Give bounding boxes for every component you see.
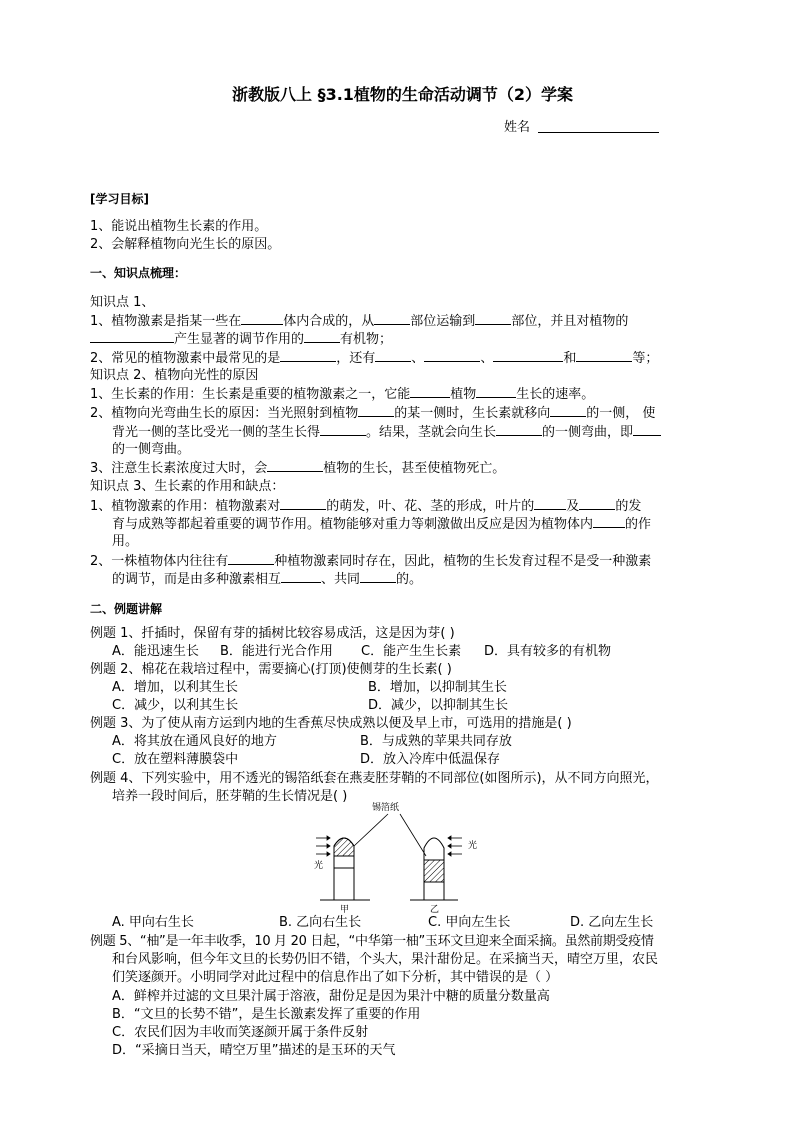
kp3-title: 知识点 3、生长素的作用和缺点：: [90, 479, 285, 494]
q2-option-c: C．减少，以利其生长: [112, 698, 239, 713]
q5-option-c: C．农民们因为丰收而笑逐颜开属于条件反射: [112, 1025, 369, 1040]
light-arrows-left-icon: [316, 836, 330, 856]
q2-option-b: B．增加，以抑制其生长: [368, 680, 507, 695]
fill-blank[interactable]: [579, 497, 615, 510]
question-4-line2: 培养一段时间后，胚芽鞘的生长情况是( ): [112, 789, 348, 804]
q1-option-b: B．能进行光合作用: [220, 644, 333, 659]
kp3-line5: 的调节，而是由多种激素相互 、共同 的。: [112, 572, 423, 587]
light-arrows-right-icon: [448, 836, 462, 856]
q3-option-a: A．将其放在通风良好的地方: [112, 734, 277, 749]
kp2-line1: 1、生长素的作用：生长素是重要的植物激素之一，它能 植物 生长的速率。: [90, 387, 595, 402]
question-4-line1: 例题 4、下列实验中，用不透光的锡箔纸套在燕麦胚芽鞘的不同部位(如图所示)，从不同方向照光，: [90, 771, 659, 786]
q2-option-a: A．增加，以利其生长: [112, 680, 238, 695]
q4-option-c: C. 甲向左生长: [428, 915, 511, 930]
q3-option-b: B．与成熟的苹果共同存放: [360, 734, 512, 749]
fill-blank[interactable]: [241, 312, 283, 325]
section-heading: 一、知识点梳理：: [90, 266, 187, 280]
objective-item: 2、会解释植物向光生长的原因。: [90, 237, 281, 252]
q1-option-a: A．能迅速生长: [112, 644, 199, 659]
question-5-line3: 们笑逐颜开。小明同学对此过程中的信息作出了如下分析，其中错误的是（ ）: [112, 970, 559, 985]
fill-blank[interactable]: [360, 570, 396, 583]
q4-option-b: B. 乙向右生长: [279, 915, 362, 930]
foil-label: 锡箔纸: [372, 803, 400, 813]
objective-item: 1、能说出植物生长素的作用。: [90, 219, 268, 234]
kp2-line4: 的一侧弯曲。: [112, 442, 191, 457]
q4-option-d: D. 乙向左生长: [570, 915, 654, 930]
q5-option-d: D．“采摘日当天，晴空万里”描述的是玉环的天气: [112, 1043, 396, 1058]
q4-option-a: A. 甲向右生长: [112, 915, 194, 930]
label-jia: 甲: [340, 905, 350, 914]
fill-blank[interactable]: [424, 349, 480, 362]
fill-blank[interactable]: [593, 515, 625, 528]
q1-option-d: D．具有较多的有机物: [484, 644, 612, 659]
q5-option-a: A．鲜榨并过滤的文旦果汁属于溶液，甜份足是因为果汁中糖的质量分数量高: [112, 989, 550, 1004]
kp1-line3: 2、常见的植物激素中最常见的是 ，还有 、 、 和 等；: [90, 351, 659, 366]
question-5-line1: 例题 5、“柚”是一年丰收季，10 月 20 日起，“中华第一柚”玉环文旦迎来全面采摘。虽然前期受疫情: [90, 934, 654, 949]
question-2: 例题 2、棉花在栽培过程中，需要摘心(打顶)使侧芽的生长素( ): [90, 662, 452, 677]
fill-blank[interactable]: [280, 497, 326, 510]
kp1-title: 知识点 1、: [90, 295, 155, 310]
fill-blank[interactable]: [281, 570, 321, 583]
fill-blank[interactable]: [374, 312, 410, 325]
fill-blank[interactable]: [496, 423, 542, 436]
fill-blank[interactable]: [633, 423, 661, 436]
fill-blank[interactable]: [267, 459, 323, 472]
name-field[interactable]: [538, 132, 659, 133]
objectives-heading: [学习目标]: [90, 192, 149, 206]
fill-blank[interactable]: [375, 349, 411, 362]
kp1-line2: 产生显著的调节作用的 有机物；: [90, 330, 392, 349]
kp3-line3: 用。: [112, 534, 139, 549]
fill-blank[interactable]: [228, 552, 274, 565]
question-3: 例题 3、为了使从南方运到内地的生香蕉尽快成熟以便及早上市，可选用的措施是( ): [90, 716, 572, 731]
kp3-line1: 1、植物激素的作用：植物激素对 的萌发，叶、花、茎的形成，叶片的 及 的发: [90, 499, 642, 514]
light-label-left: 光: [314, 861, 324, 871]
fill-blank[interactable]: [280, 349, 336, 362]
kp3-line4: 2、一株植物体内往往有 种植物激素同时存在，因此，植物的生长发育过程不是受一种激素: [90, 554, 652, 569]
fill-blank[interactable]: [476, 385, 516, 398]
q5-option-b: B．“文旦的长势不错”，是生长激素发挥了重要的作用: [112, 1007, 421, 1022]
fill-blank[interactable]: [475, 312, 511, 325]
page-title: 浙教版八上 §3.1植物的生命活动调节（2）学案: [232, 85, 574, 104]
q2-option-d: D．减少，以抑制其生长: [368, 698, 509, 713]
fill-blank[interactable]: [410, 385, 450, 398]
kp3-line2: 育与成熟等都起着重要的调节作用。植物能够对重力等刺激做出反应是因为植物体内 的作: [112, 517, 652, 532]
fill-blank[interactable]: [90, 330, 174, 343]
question-5-line2: 和台风影响，但今年文旦的长势仍旧不错，个头大，果汁甜份足。在采摘当天，晴空万里，农民: [112, 952, 659, 967]
fill-blank[interactable]: [576, 349, 632, 362]
question-1: 例题 1、扦插时，保留有芽的插树比较容易成活，这是因为芽( ): [90, 626, 455, 641]
fill-blank[interactable]: [320, 423, 366, 436]
kp1-line1: 1、植物激素是指某一些在 体内合成的，从 部位运输到 部位，并且对植物的: [90, 314, 629, 329]
label-yi: 乙: [430, 905, 440, 914]
fill-blank[interactable]: [493, 349, 563, 362]
kp2-line2: 2、植物向光弯曲生长的原因：当光照射到植物 的某一侧时，生长素就移向 的一侧， 使: [90, 406, 656, 421]
fill-blank[interactable]: [550, 404, 586, 417]
section-heading: 二、例题讲解: [90, 602, 163, 616]
q1-option-c: C．能产生生长素: [361, 644, 462, 659]
q3-option-c: C．放在塑料薄膜袋中: [112, 752, 239, 767]
light-label-right: 光: [468, 841, 478, 851]
q3-option-d: D．放入冷库中低温保存: [360, 752, 501, 767]
kp2-line5: 3、注意生长素浓度过大时，会 植物的生长，甚至使植物死亡。: [90, 461, 506, 476]
kp2-title: 知识点 2、植物向光性的原因: [90, 368, 259, 383]
kp2-line3: 背光一侧的茎比受光一侧的茎生长得 。结果，茎就会向生长 的一侧弯曲，即: [112, 423, 661, 442]
fill-blank[interactable]: [534, 497, 566, 510]
coleoptile-diagram: [300, 802, 510, 914]
fill-blank[interactable]: [304, 330, 340, 343]
name-label: 姓名: [504, 120, 531, 135]
fill-blank[interactable]: [358, 404, 394, 417]
